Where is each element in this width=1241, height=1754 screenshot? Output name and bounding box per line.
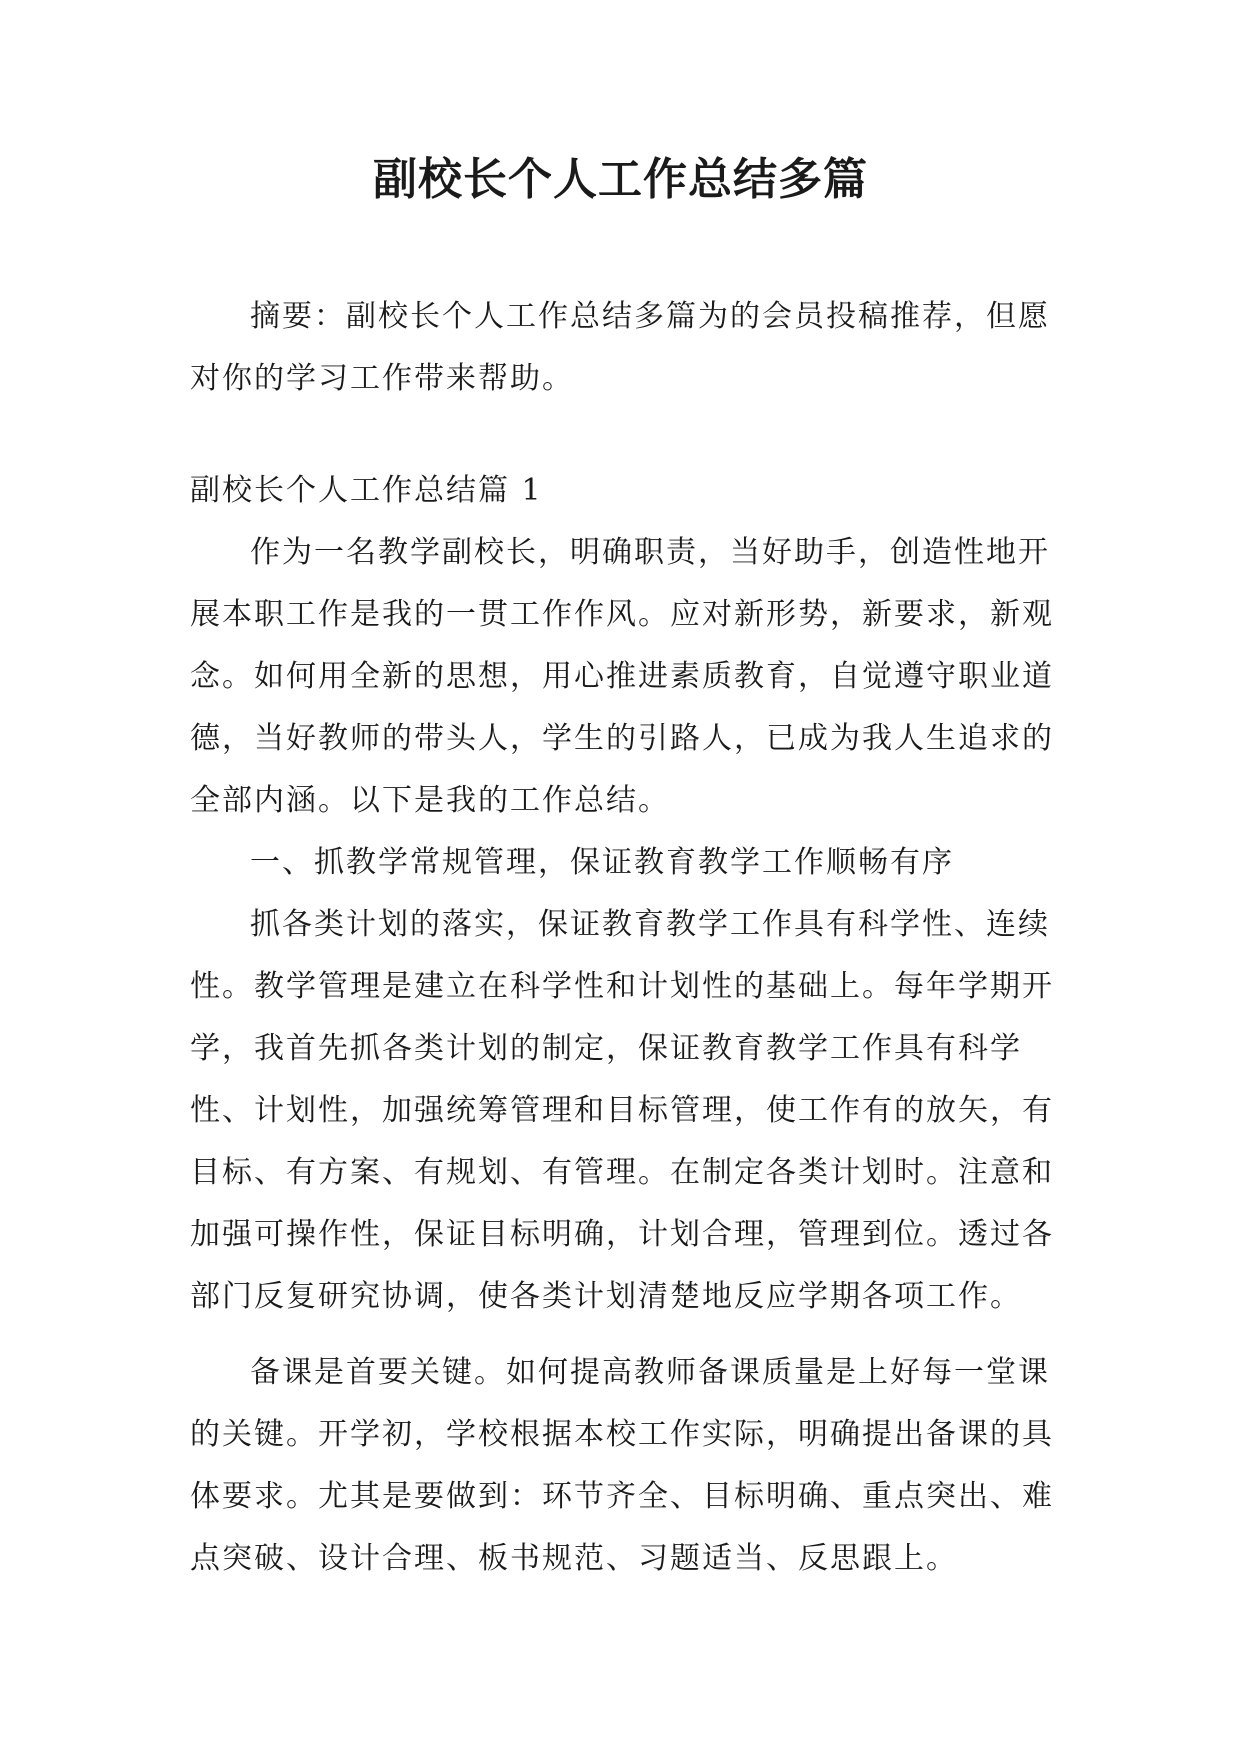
- paragraph-spacer: [190, 1328, 1060, 1342]
- document-title: 副校长个人工作总结多篇: [373, 154, 868, 205]
- section-heading: 副校长个人工作总结篇 1: [190, 473, 543, 508]
- paragraph-plans: 抓各类计划的落实，保证教育教学工作具有科学性、连续性。教学管理是建立在科学性和计划性的基础上。每年学期开学，我首先抓各类计划的制定，保证教育教学工作具有科学性、计划性，加强统筹管理和目标管理，使工作有的放矢，有目标、有方案、有规划、有管理。在制定各类计划时。注意和加强可操作性，保证目标明确，计划合理，管理到位。透过各部门反复研究协调，使各类计划清楚地反应学期各项工作。: [190, 907, 1054, 1314]
- paragraph-lesson-prep: 备课是首要关键。如何提高教师备课质量是上好每一堂课的关键。开学初，学校根据本校工作实际，明确提出备课的具体要求。尤其是要做到：环节齐全、目标明确、重点突出、难点突破、设计合理、板书规范、习题适当、反思跟上。: [190, 1355, 1054, 1576]
- paragraph-heading-one: 一、抓教学常规管理，保证教育教学工作顺畅有序: [250, 845, 954, 880]
- paragraph-intro: 作为一名教学副校长，明确职责，当好助手，创造性地开展本职工作是我的一贯工作作风。应对新形势，新要求，新观念。如何用全新的思想，用心推进素质教育，自觉遵守职业道德，当好教师的带头人，学生的引路人，已成为我人生追求的全部内涵。以下是我的工作总结。: [190, 535, 1054, 818]
- content-block: [190, 460, 1060, 1590]
- abstract-paragraph: 摘要：副校长个人工作总结多篇为的会员投稿推荐，但愿对你的学习工作带来帮助。: [190, 299, 1050, 396]
- abstract-block: [190, 286, 1060, 410]
